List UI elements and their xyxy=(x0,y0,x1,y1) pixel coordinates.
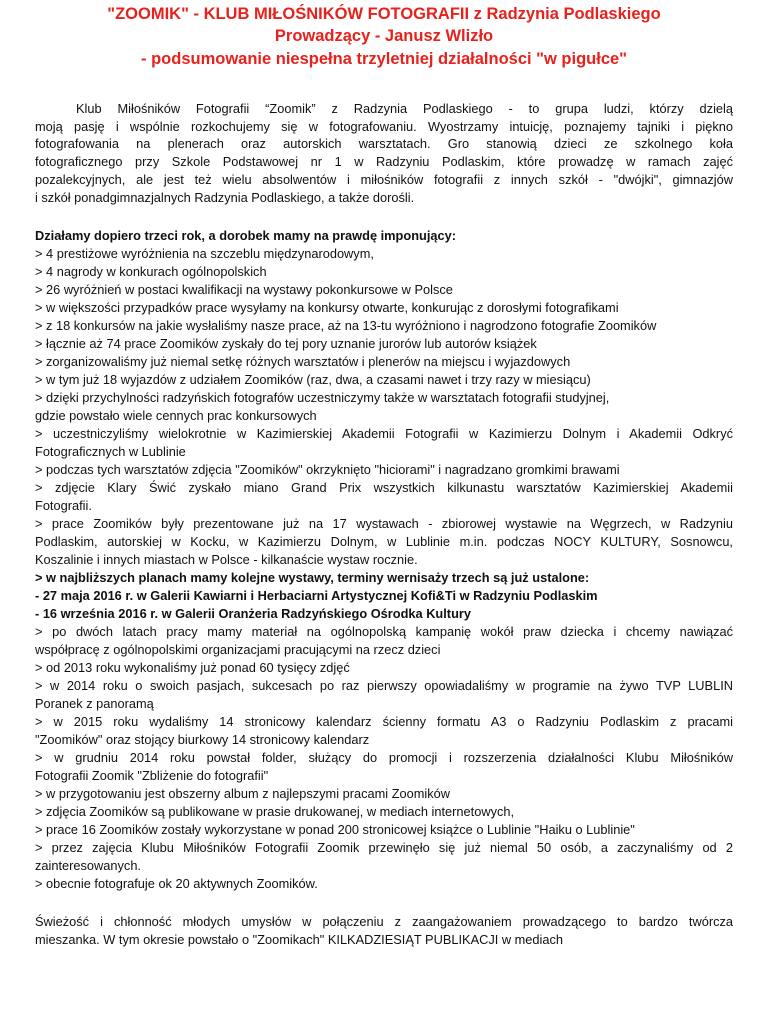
list-item: > obecnie fotografuje ok 20 aktywnych Zoomików. xyxy=(35,876,318,891)
closing-line: mieszanka. W tym okresie powstało o "Zoomikach" KILKADZIESIĄT PUBLIKACJI w mediach xyxy=(35,932,564,947)
list-item: Fotografii Zoomik "Zbliżenie do fotografii" xyxy=(35,768,269,783)
list-item: zainteresowanych. xyxy=(35,858,141,873)
list-item: > uczestniczyliśmy wielokrotnie w Kazimierskiej Akademii Fotografii w Kazimierzu Dolnym i Akademii Odkryć xyxy=(35,426,733,441)
list-item: Podlaskim, autorskiej w Kocku, w Kazimierzu Dolnym, w Lublinie m.in. podczas NOCY KULTURY, Sosnowcu, xyxy=(35,534,733,549)
achievements-heading: Działamy dopiero trzeci rok, a dorobek mamy na prawdę imponujący: xyxy=(35,228,456,243)
list-item: - 27 maja 2016 r. w Galerii Kawiarni i Herbaciarni Artystycznej Kofi&Ti w Radzyniu Podlaskim xyxy=(35,588,598,603)
list-item: > w grudniu 2014 roku powstał folder, służący do promocji i rozszerzenia działalności Klubu Miłośników xyxy=(35,750,733,765)
title-line-2: Prowadzący - Janusz Wlizło xyxy=(274,27,494,45)
list-item: "Zoomików" oraz stojący biurkowy 14 stronicowy kalendarz xyxy=(35,732,370,747)
list-item: > 4 prestiżowe wyróżnienia na szczeblu międzynarodowym, xyxy=(35,246,374,261)
intro-line: fotografowania na plenerach oraz autorskich warsztatach. Gro stanowią dzieci ze szkolnego koła xyxy=(35,136,733,151)
list-item: Koszalinie i innych miastach w Polsce - kilkanaście wystaw rocznie. xyxy=(35,552,418,567)
list-item: > prace 16 Zoomików zostały wykorzystane w ponad 200 stronicowej książce o Lublinie "Haiku o Lublinie" xyxy=(35,822,635,837)
list-item: gdzie powstało wiele cennych prac konkursowych xyxy=(35,408,317,423)
closing-line: Świeżość i chłonność młodych umysłów w połączeniu z zaangażowaniem prowadzącego to bardzo twórcza xyxy=(35,914,733,929)
list-item: > 4 nagrody w konkurach ogólnopolskich xyxy=(35,264,267,279)
list-item: > zdjęcia Zoomików są publikowane w prasie drukowanej, w mediach internetowych, xyxy=(35,804,515,819)
list-item: > podczas tych warsztatów zdjęcia "Zoomików" okrzyknięto "hiciorami" i nagradzano gromkimi brawami xyxy=(35,462,620,477)
list-item: > po dwóch latach pracy mamy materiał na ogólnopolską kampanię wokół praw dziecka i chcemy nawiązać xyxy=(35,624,733,639)
intro-line: fotograficznego przy Szkole Podstawowej nr 1 w Radzyniu Podlaskim, które prowadzę w ramach zajęć xyxy=(35,154,733,169)
intro-line: Klub Miłośników Fotografii “Zoomik” z Radzynia Podlaskiego - to grupa ludzi, którzy dzielą xyxy=(76,101,733,116)
list-item: > w najbliższych planach mamy kolejne wystawy, terminy wernisaży trzech są już ustalone: xyxy=(35,570,590,585)
intro-line: pozalekcyjnych, ale jest też wielu absolwentów i miłośników fotografii z innych szkół - "dwójki", gimnazjów xyxy=(35,172,733,187)
list-item: > w 2014 roku o swoich pasjach, sukcesach po raz pierwszy opowiadaliśmy w programie na żywo TVP LUBLIN xyxy=(35,678,733,693)
list-item: > zorganizowaliśmy już niemal setkę różnych warsztatów i plenerów na miejscu i wyjazdowych xyxy=(35,354,571,369)
list-item: Fotografii. xyxy=(35,498,92,513)
list-item: Poranek z panoramą xyxy=(35,696,154,711)
list-item: > dzięki przychylności radzyńskich fotografów uczestniczymy także w warsztatach fotografii studyjnej, xyxy=(35,390,610,405)
list-item: - 16 września 2016 r. w Galerii Oranżeria Radzyńskiego Ośrodka Kultury xyxy=(35,606,471,621)
title-line-3: - podsumowanie niespełna trzyletniej działalności "w pigułce" xyxy=(141,50,627,68)
list-item: > w większości przypadków prace wysyłamy na konkursy otwarte, konkurując z dorosłymi fotografikami xyxy=(35,300,619,315)
list-item: Fotograficznych w Lublinie xyxy=(35,444,186,459)
list-item: > 26 wyróżnień w postaci kwalifikacji na wystawy pokonkursowe w Polsce xyxy=(35,282,453,297)
list-item: współpracę z ogólnopolskimi organizacjami pracującymi na rzecz dzieci xyxy=(35,642,441,657)
intro-line: i szkół ponadgimnazjalnych Radzynia Podlaskiego, a także dorośli. xyxy=(35,190,415,205)
list-item: > w 2015 roku wydaliśmy 14 stronicowy kalendarz ścienny formatu A3 o Radzyniu Podlaskim z pracami xyxy=(35,714,733,729)
list-item: > w przygotowaniu jest obszerny album z najlepszymi pracami Zoomików xyxy=(35,786,450,801)
list-item: > łącznie aż 74 prace Zoomików zyskały do tej pory uznanie jurorów lub autorów książek xyxy=(35,336,537,351)
list-item: > w tym już 18 wyjazdów z udziałem Zoomików (raz, dwa, a czasami nawet i trzy razy w miesiącu) xyxy=(35,372,591,387)
list-item: > od 2013 roku wykonaliśmy już ponad 60 tysięcy zdjęć xyxy=(35,660,350,675)
intro-line: moją pasję i wspólnie rozkochujemy się w fotografowaniu. Wyostrzamy intuicję, poznajemy tajniki i piękno xyxy=(35,119,733,134)
list-item: > zdjęcie Klary Świć zyskało miano Grand Prix wszystkich kilkunastu warsztatów Kazimierskiej Akademii xyxy=(35,480,733,495)
list-item: > prace Zoomików były prezentowane już na 17 wystawach - zbiorowej wystawie na Węgrzech, w Radzyniu xyxy=(35,516,733,531)
list-item: > przez zajęcia Klubu Miłośników Fotografii Zoomik przewinęło się już niemal 50 osób, a zaczynaliśmy od 2 xyxy=(35,840,733,855)
title-line-1: "ZOOMIK" - KLUB MIŁOŚNIKÓW FOTOGRAFII z Radzynia Podlaskiego xyxy=(107,5,661,23)
list-item: > z 18 konkursów na jakie wysłaliśmy nasze prace, aż na 13-tu wyróżniono i nagrodzono fotografie Zoomików xyxy=(35,318,657,333)
